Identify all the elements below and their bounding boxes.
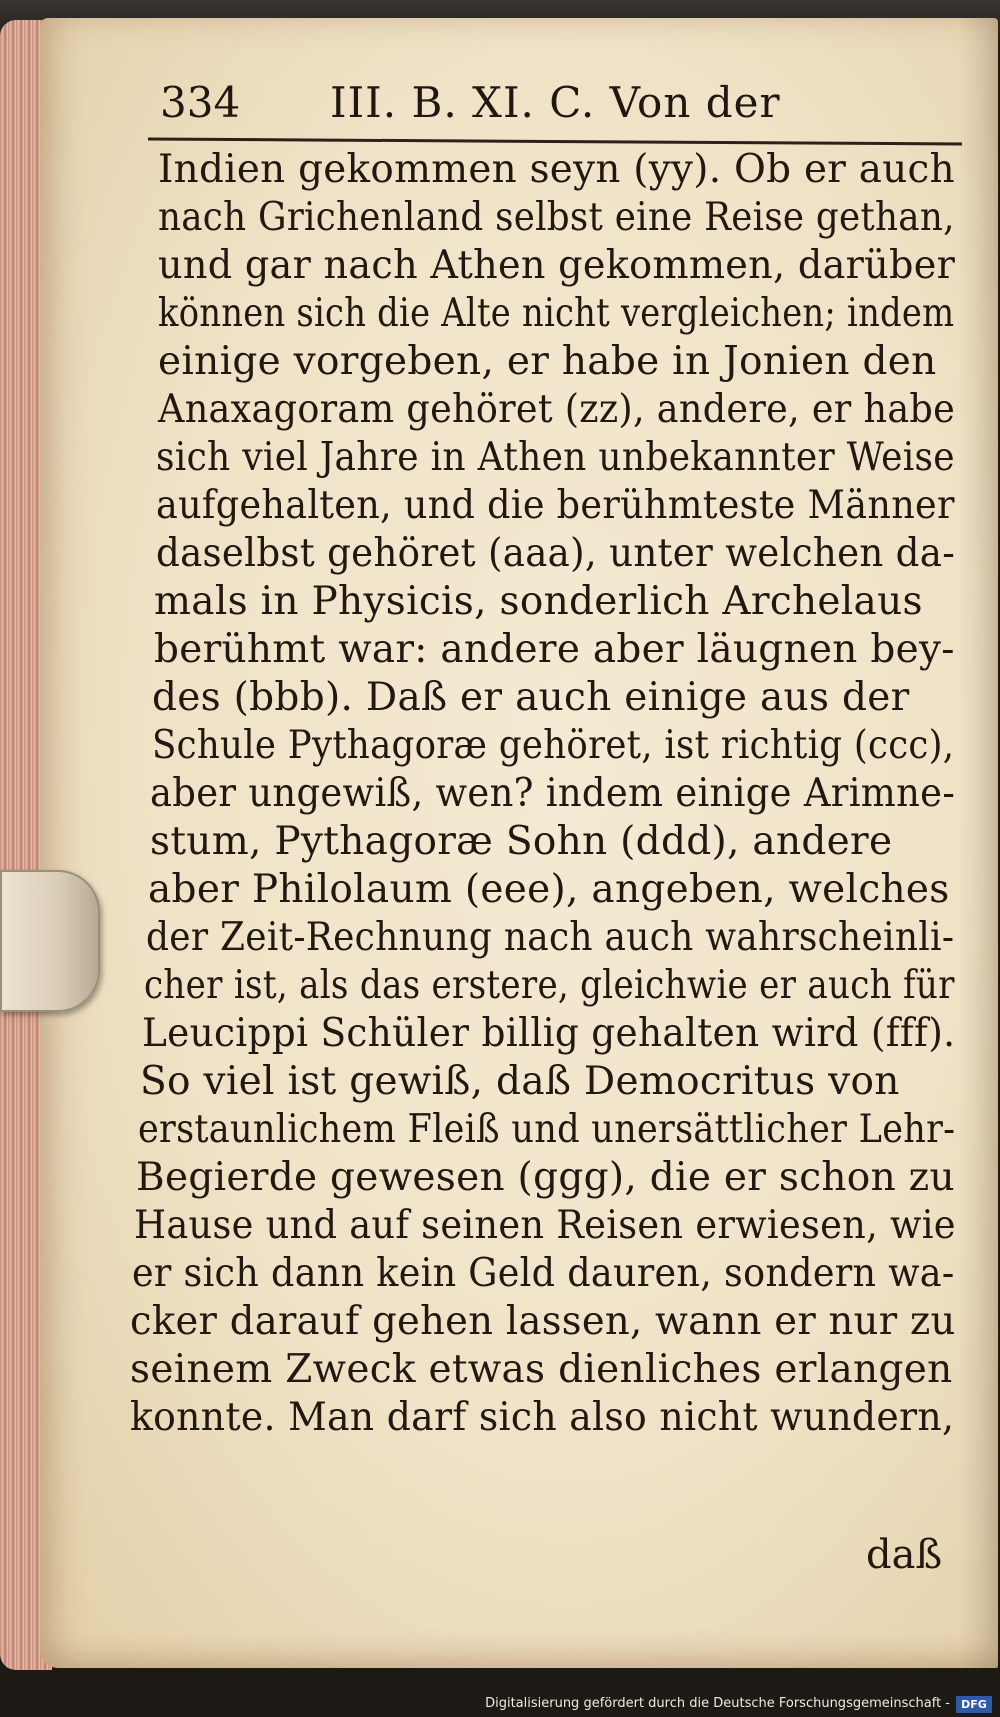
text-line: mals in Physicis, sonderlich Archelaus (154, 579, 923, 624)
page-header (160, 72, 960, 136)
catchword: daß (866, 1532, 943, 1578)
text-line: cker darauf gehen lassen, wann er nur zu (130, 1299, 956, 1344)
text-line: des (bbb). Daß er auch einige aus der (152, 675, 910, 720)
text-line: können sich die Alte nicht vergleichen; indem (158, 291, 955, 336)
text-line: Indien gekommen seyn (yy). Ob er auch (158, 147, 955, 192)
text-line: So viel ist gewiß, daß Democritus von (140, 1059, 900, 1104)
dfg-logo: DFG (956, 1696, 992, 1713)
text-line: Hause und auf seinen Reisen erwiesen, wie (134, 1203, 956, 1248)
text-line: sich viel Jahre in Athen unbekannter Weise (156, 435, 955, 480)
text-line: und gar nach Athen gekommen, darüber (158, 243, 956, 288)
text-line: nach Grichenland selbst eine Reise gethan, (158, 195, 955, 240)
text-line: stum, Pythagoræ Sohn (ddd), andere (150, 819, 893, 864)
text-line: berühmt war: andere aber läugnen bey- (154, 627, 955, 672)
text-line: seinem Zweck etwas dienliches erlangen (130, 1347, 953, 1392)
text-line: daselbst gehöret (aaa), unter welchen da- (156, 531, 956, 576)
text-line: Schule Pythagoræ gehöret, ist richtig (ccc), (152, 723, 955, 768)
text-line: erstaunlichem Fleiß und unersättlicher Lehr- (138, 1107, 956, 1152)
text-line: aber ungewiß, wen? indem einige Arimne- (150, 771, 956, 816)
book-clasp (0, 870, 100, 1012)
text-line: er sich dann kein Geld dauren, sondern wa- (132, 1251, 955, 1296)
text-line: aufgehalten, und die berühmteste Männer (156, 483, 955, 528)
running-head: III. B. XI. C. Von der (330, 78, 781, 127)
text-line: konnte. Man darf sich also nicht wundern, (130, 1395, 955, 1440)
text-line: Anaxagoram gehöret (zz), andere, er habe (158, 387, 956, 432)
text-line: einige vorgeben, er habe in Jonien den (158, 339, 937, 384)
text-line: der Zeit-Rechnung nach auch wahrscheinli- (146, 915, 955, 960)
text-line: cher ist, als das erstere, gleichwie er auch für (144, 963, 955, 1008)
digitization-credit: Digitalisierung gefördert durch die Deutsche Forschungsgemeinschaft - (485, 1696, 950, 1711)
text-line: Leucippi Schüler billig gehalten wird (fff). (142, 1011, 956, 1056)
page-number: 334 (160, 78, 241, 127)
text-line: Begierde gewesen (ggg), die er schon zu (136, 1155, 955, 1200)
text-line: aber Philolaum (eee), angeben, welches (148, 867, 950, 912)
spine-shadow (958, 18, 998, 1668)
